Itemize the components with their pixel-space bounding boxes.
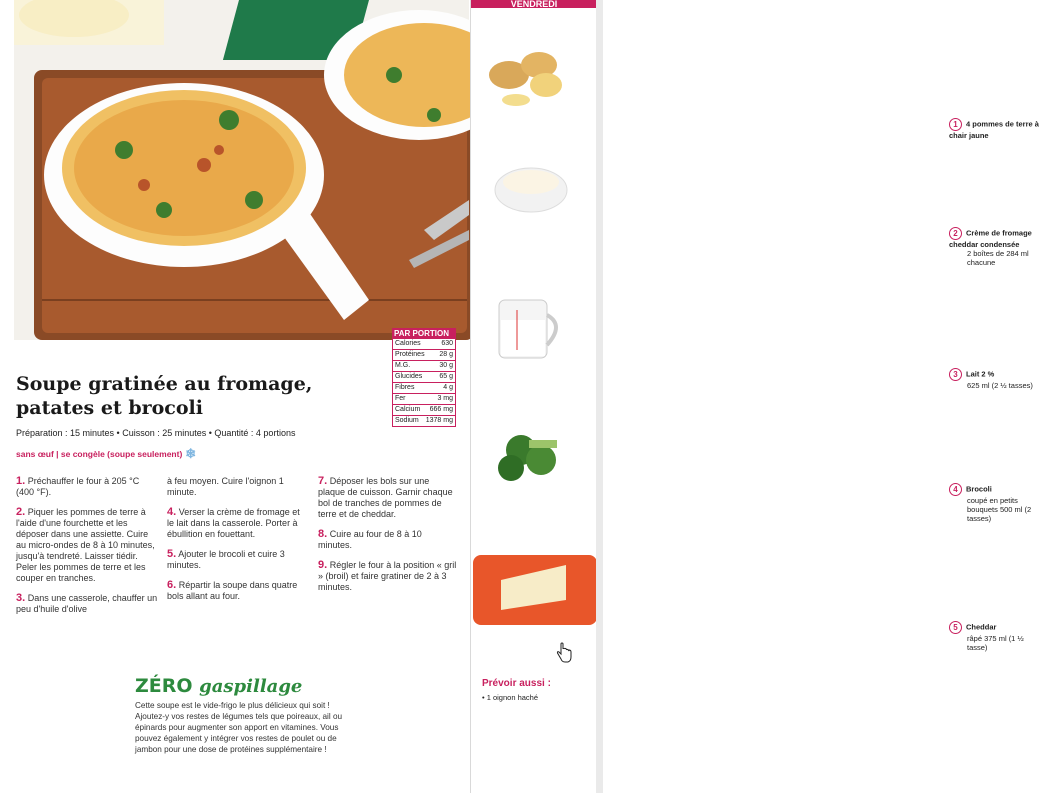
nutrition-row xyxy=(392,383,456,394)
nutrition-label: Protéines xyxy=(395,351,425,358)
nutrition-row xyxy=(392,350,456,361)
recipe-meta: Préparation : 15 minutes • Cuisson : 25 minutes • Quantité : 4 portions xyxy=(16,428,296,438)
nutrition-value: 1378 mg xyxy=(425,417,453,424)
step-text: Préchauffer le four à 205 °C (400 °F). xyxy=(16,476,140,497)
ingredient-item-4 xyxy=(949,483,1044,523)
ingredient-number: 2 xyxy=(949,227,962,240)
nutrition-value: 4 g xyxy=(443,384,453,391)
ingredient-name: 4 pommes de terre à chair jaune xyxy=(949,119,1039,140)
ingredient-name: Cheddar xyxy=(966,622,997,632)
nutrition-table xyxy=(392,328,456,427)
steps-column-1 xyxy=(16,476,158,624)
broccoli-icon xyxy=(498,435,557,481)
recipe-step xyxy=(318,476,458,520)
ingredient-detail: 2 boîtes de 284 ml chacune xyxy=(967,249,1029,267)
ingredient-item-3 xyxy=(949,368,1044,390)
potatoes-icon xyxy=(489,52,562,106)
nutrition-value: 30 g xyxy=(439,362,453,369)
zero-waste-text: Cette soupe est le vide-frigo le plus délicieux qui soit ! Ajoutez-y vos restes de légumes tels que poireaux, ail ou épinards pour augmenter son apport en vitamines. Vous pouvez également y intégrer vos restes de poulet ou de jambon pour une dose de protéines supplémentaire ! xyxy=(135,701,343,754)
recipe-step xyxy=(167,507,305,540)
nutrition-row xyxy=(392,372,456,383)
prevoir-item: • 1 oignon haché xyxy=(482,693,539,702)
step-number: 7. xyxy=(318,475,328,487)
recipe-step xyxy=(16,593,158,615)
nutrition-label: Fer xyxy=(395,395,406,402)
nutrition-value: 630 xyxy=(441,340,453,347)
nutrition-row xyxy=(392,339,456,350)
nutrition-label: Calcium xyxy=(395,406,421,413)
step-number: 1. xyxy=(16,475,26,487)
ingredient-detail: 625 ml (2 ½ tasses) xyxy=(967,381,1033,390)
nutrition-value: 28 g xyxy=(439,351,453,358)
step-text: Régler le four à la position « gril » (broil) et faire gratiner de 2 à 3 minutes. xyxy=(318,560,457,592)
step-number: 6. xyxy=(167,579,177,591)
recipe-step xyxy=(318,560,458,593)
step-text: Verser la crème de fromage et le lait dans la casserole. Porter à ébullition en fouettant. xyxy=(167,507,300,539)
nutrition-header: PAR PORTION xyxy=(392,328,456,339)
nutrition-row xyxy=(392,416,456,427)
step-number: 3. xyxy=(16,592,26,604)
zero-waste-title-b: gaspillage xyxy=(199,676,303,697)
cream-bowl-icon xyxy=(495,168,567,212)
recipe-title: Soupe gratinée au fromage, patates et brocoli xyxy=(16,373,313,419)
ingredient-name: Brocoli xyxy=(966,484,992,494)
step-number: 4. xyxy=(167,506,177,518)
ingredient-number: 4 xyxy=(949,483,962,496)
steps-column-2 xyxy=(167,476,305,611)
recipe-tags-text: sans œuf | se congèle (soupe seulement) xyxy=(16,449,183,459)
nutrition-label: Fibres xyxy=(395,384,415,391)
step-text: Piquer les pommes de terre à l'aide d'une fourchette et les déposer dans une assiette. Cuire au micro-ondes de 8 à 10 minutes, jusqu'à tendreté. Laisser tiédir. Peler les pommes de terre et les couper en tranches. xyxy=(16,507,155,583)
ingredient-detail: coupé en petits bouquets 500 ml (2 tasses) xyxy=(967,496,1032,523)
step-text: Répartir la soupe dans quatre bols allant au four. xyxy=(167,580,298,601)
step-text: Ajouter le brocoli et cuire 3 minutes. xyxy=(167,549,285,570)
nutrition-row xyxy=(392,361,456,372)
ingredient-item-5 xyxy=(949,621,1044,652)
ingredient-detail: râpé 375 ml (1 ½ tasse) xyxy=(967,634,1024,652)
sidebar-day-header: VENDREDI xyxy=(471,0,597,8)
ingredient-illustrations xyxy=(471,10,597,670)
hand-cursor-icon xyxy=(556,643,572,663)
zero-waste-box xyxy=(135,675,355,755)
ingredient-name: Crème de fromage cheddar condensée xyxy=(949,228,1032,249)
step-number: 5. xyxy=(167,548,177,560)
ingredient-number: 5 xyxy=(949,621,962,634)
ingredient-number: 1 xyxy=(949,118,962,131)
recipe-step xyxy=(167,580,305,602)
ingredient-item-1 xyxy=(949,118,1044,140)
recipe-step xyxy=(16,476,158,498)
step-number: 9. xyxy=(318,559,328,571)
nutrition-label: Sodium xyxy=(395,417,419,424)
ingredient-name: Lait 2 % xyxy=(966,369,995,379)
step-text: à feu moyen. Cuire l'oignon 1 minute. xyxy=(167,476,284,497)
recipe-step xyxy=(16,507,158,584)
nutrition-value: 3 mg xyxy=(437,395,453,402)
recipe-step xyxy=(318,529,458,551)
prevoir-title: Prévoir aussi : xyxy=(482,678,551,689)
recipe-step xyxy=(167,476,305,498)
zero-waste-title xyxy=(135,675,355,697)
steps-column-3 xyxy=(318,476,458,602)
measuring-cup-icon xyxy=(499,300,556,358)
zero-waste-title-a: ZÉRO xyxy=(135,675,193,697)
nutrition-label: Calories xyxy=(395,340,421,347)
snowflake-icon: ❄ xyxy=(185,446,197,461)
step-number: 8. xyxy=(318,528,328,540)
recipe-step xyxy=(167,549,305,571)
ingredient-item-2 xyxy=(949,227,1044,267)
step-text: Déposer les bols sur une plaque de cuisson. Garnir chaque bol de tranches de pommes de terre et de cheddar. xyxy=(318,476,453,519)
nutrition-row xyxy=(392,405,456,416)
nutrition-row xyxy=(392,394,456,405)
nutrition-label: M.G. xyxy=(395,362,411,369)
step-text: Dans une casserole, chauffer un peu d'huile d'olive xyxy=(16,593,158,614)
cheese-board-icon xyxy=(473,555,597,625)
nutrition-label: Glucides xyxy=(395,373,423,380)
ingredient-number: 3 xyxy=(949,368,962,381)
recipe-tags xyxy=(16,446,196,462)
soup-bowls-illustration xyxy=(14,0,469,340)
page-edge-strip xyxy=(596,0,603,793)
step-number: 2. xyxy=(16,506,26,518)
step-text: Cuire au four de 8 à 10 minutes. xyxy=(318,529,422,550)
soup-photo xyxy=(14,0,469,340)
nutrition-value: 65 g xyxy=(439,373,453,380)
nutrition-value: 666 mg xyxy=(429,406,453,413)
ingredients-sidebar xyxy=(470,0,1039,793)
